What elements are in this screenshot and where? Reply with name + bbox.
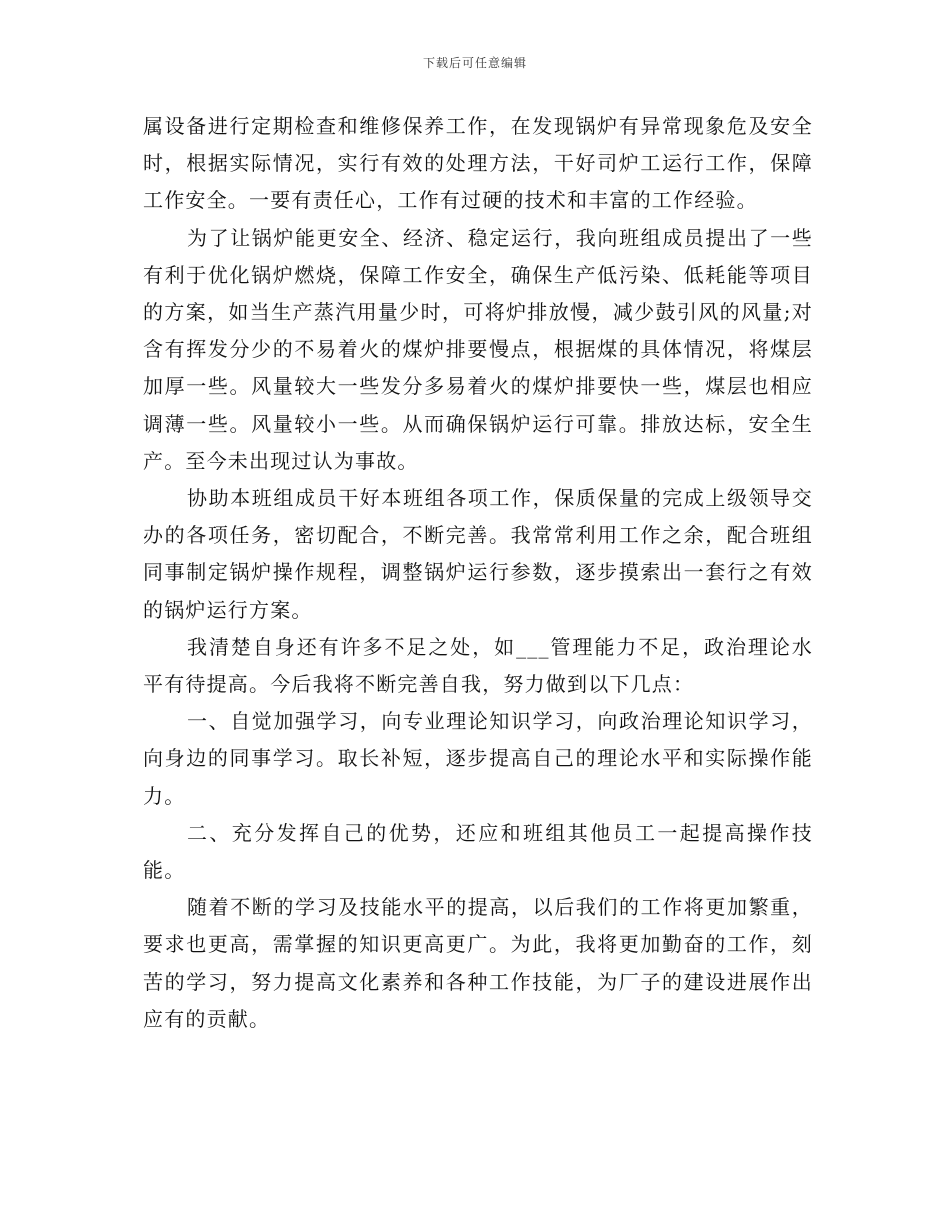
- paragraph-5: 一、自觉加强学习，向专业理论知识学习，向政治理论知识学习，向身边的同事学习。取长补短，逐步提高自己的理论水平和实际操作能力。: [143, 709, 813, 808]
- paragraph-2: 为了让锅炉能更安全、经济、稳定运行，我向班组成员提出了一些有利于优化锅炉燃烧，保障工作安全，确保生产低污染、低耗能等项目的方案，如当生产蒸汽用量少时，可将炉排放慢，减少鼓引风的风量;对含有挥发分少的不易着火的煤炉排要慢点，根据煤的具体情况，将煤层加厚一些。风量较大一些发分多易着火的煤炉排要快一些，煤层也相应调薄一些。风量较小一些。从而确保锅炉运行可靠。排放达标，安全生产。至今未出现过认为事故。: [143, 225, 813, 473]
- paragraph-6: 二、充分发挥自己的优势，还应和班组其他员工一起提高操作技能。: [143, 820, 813, 883]
- page-header: 下载后可任意编辑: [422, 56, 527, 70]
- document-body: [143, 108, 813, 1038]
- paragraph-7: 随着不断的学习及技能水平的提高，以后我们的工作将更加繁重，要求也更高，需掌握的知识更高更广。为此，我将更加勤奋的工作，刻苦的学习，努力提高文化素养和各种工作技能，为厂子的建设进展作出应有的贡献。: [143, 895, 813, 1031]
- paragraph-1: 属设备进行定期检查和维修保养工作，在发现锅炉有异常现象危及安全时，根据实际情况，实行有效的处理方法，干好司炉工运行工作，保障工作安全。一要有责任心，工作有过硬的技术和丰富的工作经验。: [143, 114, 813, 213]
- paragraph-4: 我清楚自身还有许多不足之处，如___管理能力不足，政治理论水平有待提高。今后我将不断完善自我，努力做到以下几点：: [143, 634, 813, 697]
- paragraph-3: 协助本班组成员干好本班组各项工作，保质保量的完成上级领导交办的各项任务，密切配合，不断完善。我常常利用工作之余，配合班组同事制定锅炉操作规程，调整锅炉运行参数，逐步摸索出一套行之有效的锅炉运行方案。: [143, 486, 813, 622]
